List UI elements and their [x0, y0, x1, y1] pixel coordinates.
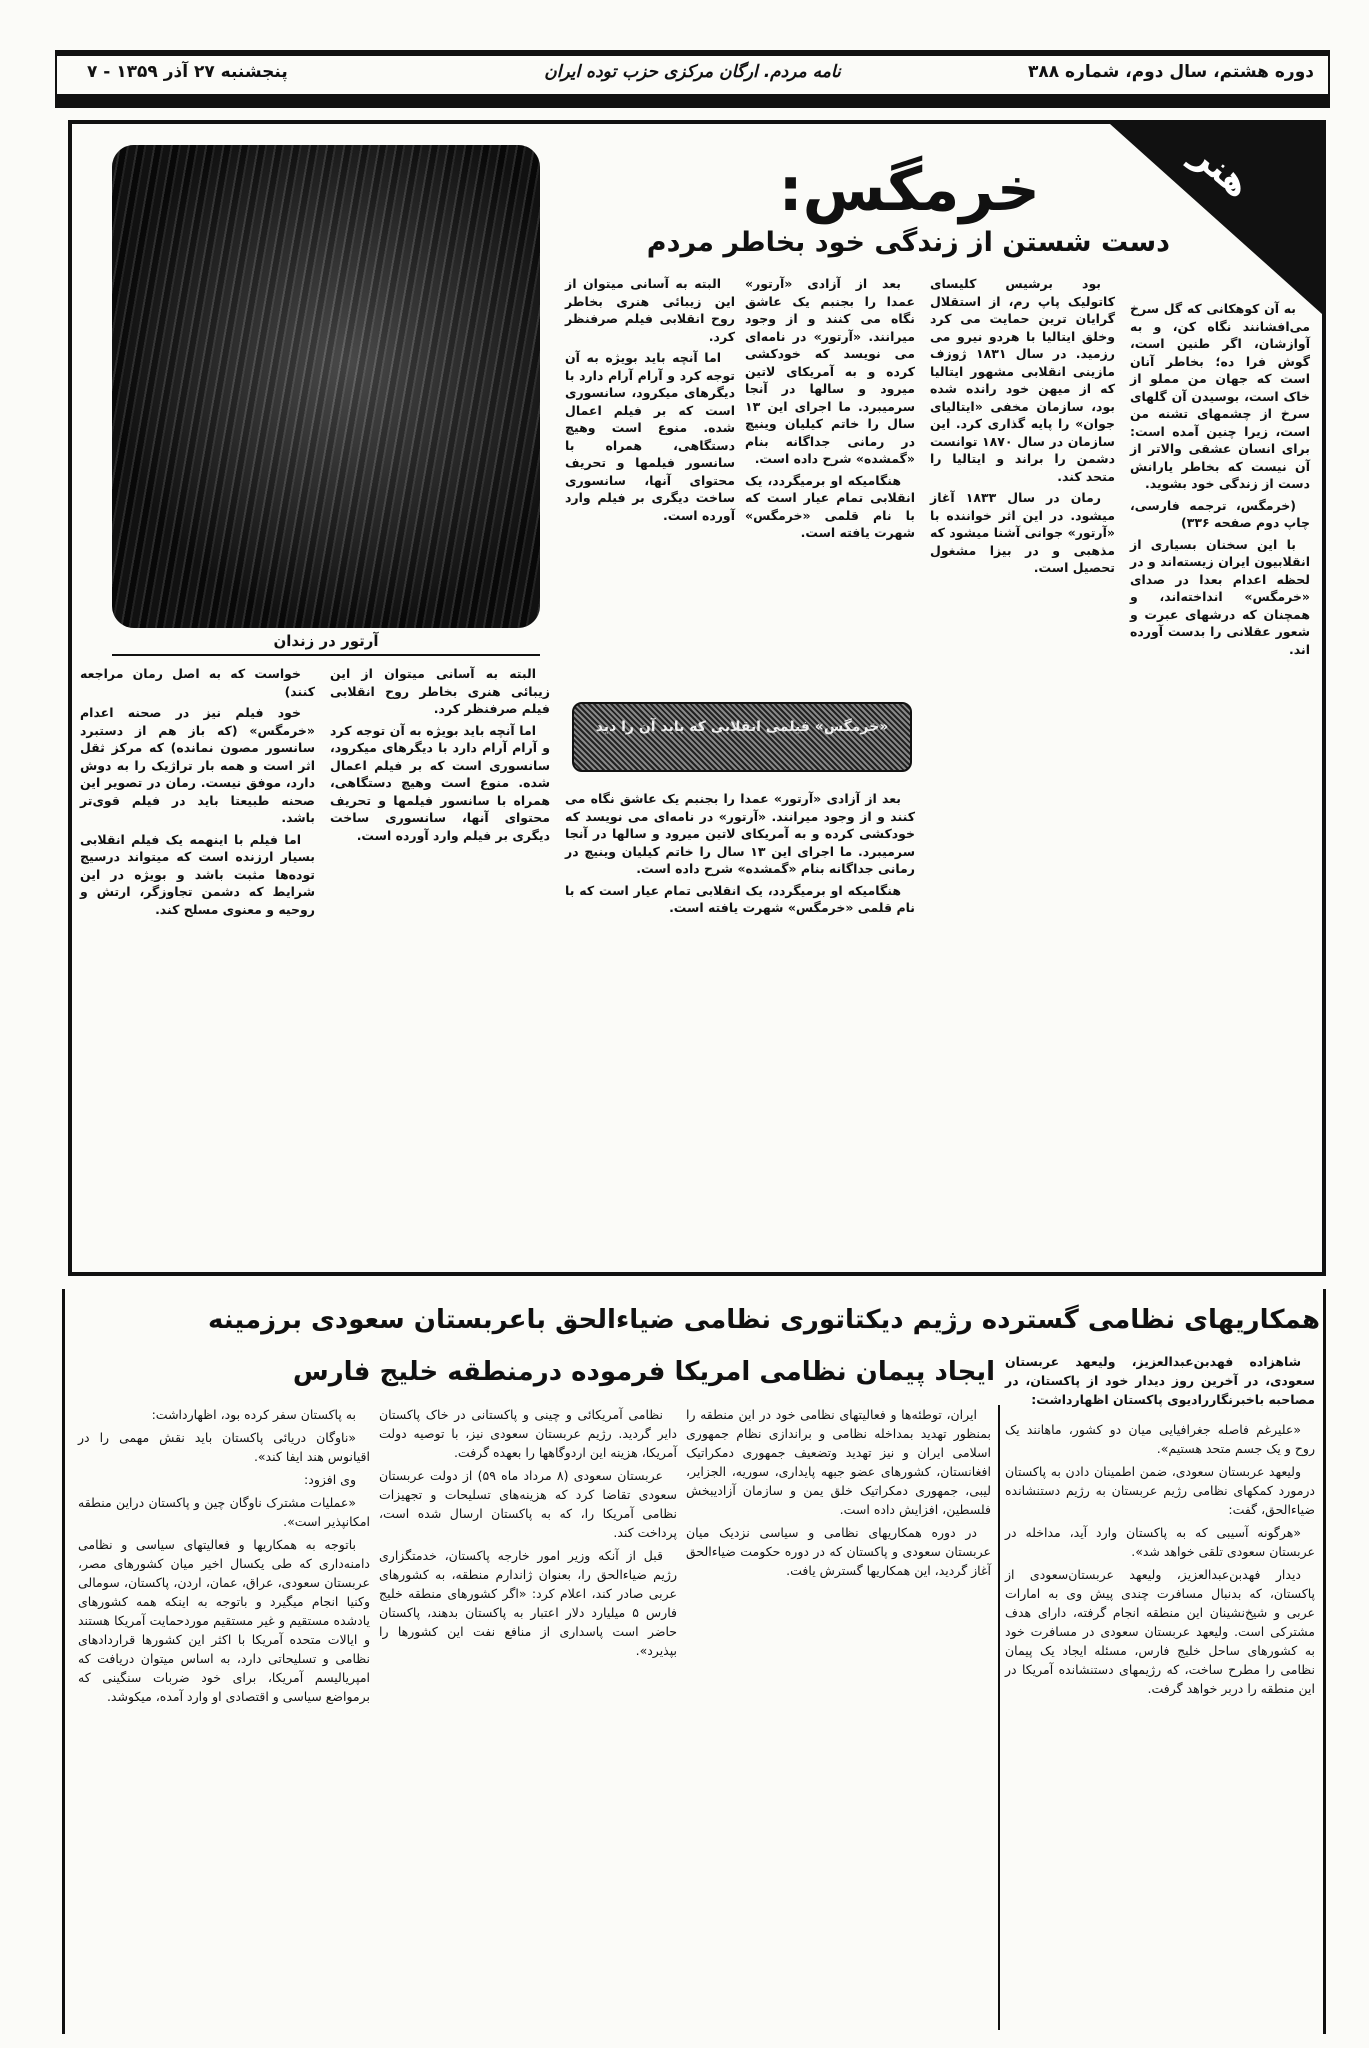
paragraph: ولیعهد عربستان سعودی، ضمن اطمینان دادن به پاکستان درمورد کمکهای نظامی رژیم عربستان به رژیم دستنشانده ضیاءالحق، گفت:: [1005, 1464, 1315, 1517]
photo-caption: آرتور در زندان: [112, 632, 540, 656]
paragraph: البته به آسانی میتوان از این زیبائی هنری بخاطر روح انقلابی فیلم صرفنظر کرد.: [565, 276, 735, 344]
headline-line-1: همکاریهای نظامی گسترده رژیم دیکتاتوری نظامی ضیاءالحق باعربستان سعودی برزمینه: [207, 1305, 1320, 1335]
paragraph: «هرگونه آسیبی که به پاکستان وارد آید، مداخله در عربستان سعودی تلقی خواهد شد».: [1005, 1525, 1315, 1559]
paragraph: به آن کوهکانی که گل سرخ می‌افشانند نگاه کن، و به آوازشان، اگر طنین است، گوش فرا ده؛ بخاطر آنان است که جهان من مملو از خاک است، بوسیدن آن گلهای سرخ از چشمهای تشنه من است، زیرا چنین آمده است: برای انسان عشقی والاتر از آن نیست که بخاطر یارانش دست از زندگی خود بشوید.: [1130, 301, 1310, 491]
intro-paragraph: شاهزاده فهدبن‌عبدالعزیز، ولیعهد عربستان سعودی، در آخرین روز دیدار خود از پاکستان، در مصاحبه باخبرنگاررادیوی پاکستان اظهارداشت:: [1005, 1354, 1315, 1407]
article1-column-2: [930, 275, 1115, 581]
article2-column-3: [379, 1405, 677, 1664]
article1-column-7: [80, 665, 315, 922]
article2-column-4: [78, 1405, 370, 1710]
article1-column-1: [1130, 300, 1310, 662]
paragraph: هنگامیکه او برمیگردد، یک انقلابی تمام عیار است که با نام قلمی «خرمگس» شهرت یافته است.: [565, 882, 915, 915]
paragraph: رمان در سال ۱۸۳۳ آغاز میشود. در این اثر خواننده با «آرتور» جوانی آشنا میشود که مذهبی و در بیزا مشغول تحصیل است.: [930, 490, 1115, 575]
paragraph: باتوجه به همکاریها و فعالیتهای سیاسی و نظامی دامنه‌داری که طی یکسال اخیر میان کشورهای مصر، عربستان سعودی، عراق، عمان، اردن، پاکستان، سومالی وکنیا انجام میگیرد و باتوجه به اینکه همه کشورهای یادشده مستقیم و غیر مستقیم موردحمایت آمریکا هستند و ایالات متحده آمریکا با اکثر این کشورها قراردادهای نظامی و تسلیحاتی دارد، به اساس میتوان دریافت که امپریالیسم آمریکا، برای خود ضربات سنگینی که برمواضع سیاسی و اقتصادی او وارد آمده، میکوشد.: [78, 1537, 370, 1704]
header-rule: [57, 94, 1328, 108]
paragraph: عربستان سعودی (۸ مرداد ماه ۵۹) از دولت عربستان سعودی تقاضا کرد که هزینه‌های تسلیحات و تجهیزات نظامی آمریکا را، که به پاکستان ارسال شده است، پرداخت کند.: [379, 1468, 677, 1540]
paragraph: اما آنچه باید بویژه به آن توجه کرد و آرام آرام دارد با دیگر‌های میکرود، سانسوری است که بر فیلم اعمال شده. منوع است وهیچ دستگاهی، همراه با سانسور فیلمها و تحریف محتوای آنها، سانسوری ساخت دیگری بر فیلم وارد آورده است.: [565, 350, 735, 523]
paragraph: «ناوگان دریائی پاکستان باید نقش مهمی را در اقیانوس هند ایفا کند».: [78, 1430, 370, 1464]
column-divider: [998, 1405, 1000, 2030]
article2-column-1: [1005, 1420, 1315, 1702]
article-photo: [112, 145, 540, 628]
paragraph: دیدار فهدبن‌عبدالعزیز، ولیعهد عربستان‌سعودی از پاکستان، که بدنبال مسافرت چندی پیش وی به امارات عربی و شیخ‌نشینان این منطقه انجام گرفته، دارای هدف مشترکی است. ولیعهد عربستان سعودی در مسافرت خود به کشورهای ساحل خلیج فارس، مسئله ایجاد یک پیمان نظامی را مطرح ساخت، که رژیمهای دستنشانده آمریکا در این منطقه را دربر خواهد گرفت.: [1005, 1567, 1315, 1696]
paragraph: بعد از آزادی «آرتور» عمدا را بجنبم یک عاشق نگاه می کنند و از وجود میرانند. «آرتور» در نامه‌ای می نویسد که خودکشی کرده و به آمریکای لاتین میرود و سالها در آنجا سرمیبرد. ما اجرای این ۱۳ سال را خاتم کیلیان وینیچ در رمانی جداگانه بنام «گمشده» شرح داده است.: [565, 791, 915, 876]
article1-column-4: [565, 275, 735, 528]
paragraph: قبل از آنکه وزیر امور خارجه پاکستان، خدمتگزاری رژیم ضیاءالحق را، بعنوان ژاندارم منطقه، به کشورهای عربی صادر کند، اعلام کرد: «اگر کشورهای منطقه خلیج فارس ۵ میلیارد دلار اعتبار به پاکستان بدهند، پاکستان حاضر است پاسداری از منافع نفت این کشورها را بپذیرد».: [379, 1548, 677, 1658]
paragraph: با این سخنان بسیاری از انقلابیون ایران زیسته‌اند و در لحظه اعدام بعدا در صدای «خرمگس» انداخته‌اند، و همچنان که درشهای عبرت و شعور عقلانی را بدست آورده اند.: [1130, 536, 1310, 657]
paragraph: به پاکستان سفر کرده بود، اظهارداشت:: [151, 1407, 356, 1422]
masthead: نامه مردم. ارگان مرکزی حزب توده ایران: [544, 62, 841, 82]
paragraph: هنگامیکه او برمیگردد، یک انقلابی تمام عیار است که با نام قلمی «خرمگس» شهرت یافته است.: [745, 472, 915, 540]
paragraph: «عملیات مشترک ناوگان چین و پاکستان دراین منطقه امکانپذیر است».: [78, 1495, 370, 1529]
paragraph: نظامی آمریکائی و چینی و پاکستانی در خاک پاکستان دایر گردید. رژیم عربستان سعودی نیز، با توصیه دولت آمریکا، هزینه این اردوگاهها را بعهده گرفت.: [379, 1407, 677, 1460]
paragraph: بود برشیس کلیسای کاتولیک پاپ رم، از استقلال گرایان ترین حمایت می کرد وخلق ایتالیا با هردو نیرو می رزمید. در سال ۱۸۳۱ ژوزف مازینی انقلابی مشهور ایتالیا که از میهن خود رانده شده بود، سازمان مخفی «ایتالیای جوان» را پایه گذاری کرد. این سازمان در سال ۱۸۷۰ توانست دشمن را براند و ایتالیا را متحد کند.: [930, 276, 1115, 484]
article2-column-2: [686, 1405, 991, 1584]
paragraph: اما فیلم با اینهمه یک فیلم انقلابی بسیار ارزنده است که میتواند درسیج توده‌ها مثبت باشد و بویژه در این شرایط که دشمن تجاوزگر، ارتش و روحیه و معنوی مسلح کند.: [80, 831, 315, 917]
date-page: پنجشنبه ۲۷ آذر ۱۳۵۹ - ۷: [87, 62, 288, 82]
headline-line-2: ایجاد پیمان نظامی امریکا فرموده درمنطقه خلیج فارس: [292, 1357, 995, 1387]
newspaper-header: [55, 50, 1330, 108]
article1-column-6: [330, 665, 550, 848]
paragraph: وی افزود:: [304, 1472, 356, 1487]
article-subtitle: دست شستن از زندگی خود بخاطر مردم: [646, 227, 1170, 258]
section-label: هنر: [1184, 134, 1258, 207]
paragraph: (خرمگس، ترجمه فارسی، چاپ دوم صفحه ۳۳۶): [1130, 497, 1310, 530]
article1-column-5: [565, 790, 915, 921]
paragraph: خود فیلم نیز در صحنه اعدام «خرمگس» (که باز هم از دستبرد سانسور مصون نمانده) که مرکز ثقل اثر است و همه بار تراژیک را به دوش دارد، موفق نیست. رمان در تصویر این صحنه طبیعتا باید در فیلم قوی‌تر باشد.: [80, 705, 315, 825]
article-title: خرمگس:: [778, 155, 1040, 225]
paragraph: «علیرغم فاصله جغرافیایی میان دو کشور، ماهانند یک روح و یک جسم متحد هستیم».: [1005, 1422, 1315, 1456]
paragraph: ایران، توطئه‌ها و فعالیتهای نظامی خود در این منطقه را بمنظور تهدید بمداخله نظامی و براندازی نظام جمهوری اسلامی ایران و نیز تهدید وتضعیف جمهوری دمکراتیک افغانستان، کشورهای عضو جبهه پایداری، سوریه، الجزایر، لیبی، جمهوری دمکراتیک خلق یمن و سازمان آزادیبخش فلسطین، افزایش داده است.: [686, 1407, 991, 1517]
issue-info: دوره هشتم، سال دوم، شماره ۳۸۸: [1027, 62, 1314, 82]
paragraph: البته به آسانی میتوان از این زیبائی هنری بخاطر روح انقلابی فیلم صرفنظر کرد.: [330, 666, 550, 716]
pull-quote-box: «خرمگس» فیلمی انقلابی که باید آن را دید: [572, 702, 912, 772]
article2-intro: [1005, 1352, 1315, 1413]
paragraph: خواست که به اصل رمان مراجعه کنند): [80, 666, 315, 699]
paragraph: در دوره همکاریهای نظامی و سیاسی نزدیک میان عربستان سعودی و پاکستان که در دوره حکومت ضیاءالحق آغاز گردید، این همکاریها گسترش یافت.: [686, 1525, 991, 1578]
paragraph: اما آنچه باید بویژه به آن توجه کرد و آرام آرام دارد با دیگر‌های میکرود، سانسوری است که بر فیلم اعمال شده. منوع است وهیچ دستگاهی، همراه با سانسور فیلمها و تحریف محتوای آنها، سانسوری ساخت دیگری بر فیلم وارد آورده است.: [330, 722, 550, 843]
article1-column-3: [745, 275, 915, 546]
paragraph: بعد از آزادی «آرتور» عمدا را بجنبم یک عاشق نگاه می کنند و از وجود میرانند. «آرتور» در نامه‌ای می نویسد که خودکشی کرده و به آمریکای لاتین میرود و سالها در آنجا سرمیبرد. ما اجرای این ۱۳ سال را خاتم کیلیان وینیچ در رمانی جداگانه بنام «گمشده» شرح داده است.: [745, 276, 915, 466]
